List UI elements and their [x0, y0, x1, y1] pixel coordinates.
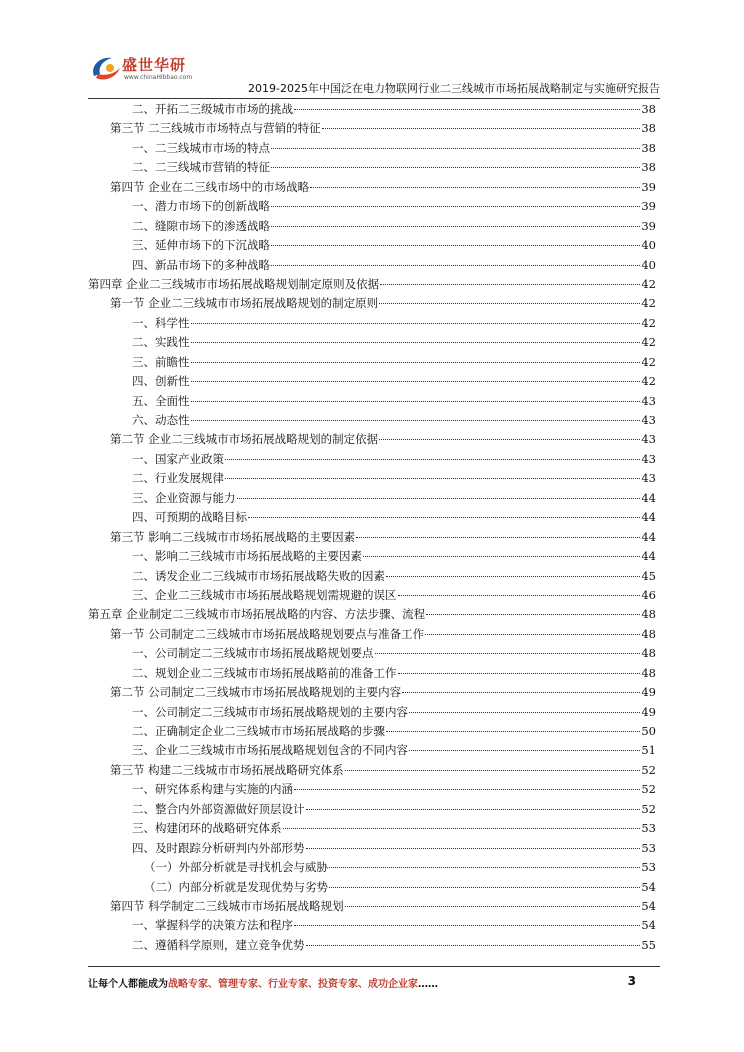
toc-entry-page: 43 — [641, 413, 656, 427]
toc-entry-title: 一、二三线城市市场的特点 — [132, 140, 270, 155]
toc-entry-page: 54 — [641, 898, 656, 913]
toc-dot-leader — [409, 712, 640, 713]
toc-entry-page: 38 — [641, 121, 656, 136]
toc-dot-leader — [329, 867, 640, 868]
toc-entry-title: 三、企业资源与能力 — [132, 490, 236, 505]
toc-entry[interactable] — [88, 508, 656, 527]
toc-entry[interactable] — [88, 294, 656, 313]
toc-entry-page: 48 — [641, 626, 656, 641]
toc-entry-page: 44 — [641, 510, 656, 525]
toc-entry[interactable] — [88, 664, 656, 683]
toc-entry-page: 39 — [641, 179, 656, 194]
logo-swoosh-icon — [90, 54, 122, 84]
toc-entry-page: 52 — [641, 801, 656, 816]
toc-entry[interactable] — [88, 256, 656, 275]
toc-dot-leader — [322, 128, 641, 129]
toc-entry[interactable] — [88, 644, 656, 663]
toc-entry-title: 二、遵循科学原则，建立竞争优势 — [132, 937, 305, 952]
toc-entry[interactable] — [88, 936, 656, 955]
toc-entry[interactable] — [88, 858, 656, 877]
toc-entry-title: 一、国家产业政策 — [132, 451, 224, 466]
toc-entry-title: 一、潜力市场下的创新战略 — [132, 199, 270, 214]
toc-dot-leader — [409, 750, 640, 751]
toc-dot-leader — [191, 401, 641, 402]
toc-dot-leader — [271, 245, 640, 246]
toc-entry-title: 第五章 企业制定二三线城市市场拓展战略的内容、方法步骤、流程 — [88, 607, 426, 622]
toc-entry-page: 38 — [641, 102, 656, 116]
toc-entry-title: 第三节 影响二三线城市市场拓展战略的主要因素 — [110, 529, 356, 544]
toc-entry-page: 38 — [641, 160, 656, 175]
page-header — [88, 48, 660, 96]
toc-entry[interactable] — [88, 236, 656, 255]
toc-dot-leader — [379, 303, 640, 304]
toc-entry[interactable] — [88, 314, 656, 333]
toc-entry-title: （二）内部分析就是发现优势与劣势 — [144, 879, 328, 894]
toc-entry-title: 三、企业二三线城市市场拓展战略规划包含的不同内容 — [132, 743, 408, 758]
toc-entry-title: 第一节 公司制定二三线城市市场拓展战略规划要点与准备工作 — [110, 626, 425, 641]
toc-entry-page: 49 — [641, 685, 656, 700]
toc-dot-leader — [363, 556, 640, 557]
toc-entry-page: 43 — [641, 451, 656, 466]
toc-dot-leader — [402, 692, 640, 693]
toc-entry-title: 第四节 科学制定二三线城市市场拓展战略规划 — [110, 898, 344, 913]
toc-entry[interactable] — [88, 547, 656, 566]
toc-dot-leader — [248, 517, 640, 518]
toc-dot-leader — [191, 381, 641, 382]
toc-entry-page: 48 — [641, 646, 656, 661]
toc-dot-leader — [380, 284, 640, 285]
toc-entry-title: 四、及时跟踪分析研判内外部形势 — [132, 840, 305, 855]
toc-entry-title: 三、企业二三线城市市场拓展战略规划需规避的误区 — [132, 587, 397, 602]
toc-dot-leader — [191, 420, 641, 421]
toc-entry-page: 42 — [641, 335, 656, 350]
toc-entry-title: （一）外部分析就是寻找机会与威胁 — [144, 860, 328, 875]
toc-entry-title: 一、公司制定二三线城市市场拓展战略规划的主要内容 — [132, 704, 408, 719]
toc-entry-title: 四、可预期的战略目标 — [132, 510, 247, 525]
toc-entry[interactable] — [88, 878, 656, 897]
toc-entry-title: 二、诱发企业二三线城市市场拓展战略失败的因素 — [132, 568, 385, 583]
toc-entry[interactable] — [88, 158, 656, 177]
toc-dot-leader — [225, 459, 640, 460]
toc-dot-leader — [386, 576, 640, 577]
toc-entry[interactable] — [88, 703, 656, 722]
toc-entry-page: 50 — [641, 724, 656, 738]
toc-entry-page: 42 — [641, 374, 656, 389]
toc-entry[interactable] — [88, 839, 656, 858]
toc-entry-title: 四、新品市场下的多种战略 — [132, 257, 270, 272]
toc-entry-title: 第一节 企业二三线城市市场拓展战略规划的制定原则 — [110, 296, 379, 311]
toc-dot-leader — [426, 614, 640, 615]
toc-entry-page: 43 — [641, 393, 656, 408]
toc-entry-page: 54 — [641, 879, 656, 894]
toc-entry-page: 39 — [641, 199, 656, 214]
toc-entry-title: 二、二三线城市营销的特征 — [132, 160, 270, 175]
toc-dot-leader — [191, 342, 641, 343]
toc-entry-page: 53 — [641, 821, 656, 836]
toc-entry-title: 三、前瞻性 — [132, 354, 190, 369]
toc-dot-leader — [310, 187, 640, 188]
toc-entry-title: 第三节 构建二三线城市市场拓展战略研究体系 — [110, 762, 344, 777]
toc-entry[interactable] — [88, 722, 656, 741]
toc-entry-title: 二、正确制定企业二三线城市市场拓展战略的步骤 — [132, 724, 385, 738]
toc-entry-page: 38 — [641, 140, 656, 155]
toc-entry-title: 第二节 公司制定二三线城市市场拓展战略规划的主要内容 — [110, 685, 402, 700]
toc-dot-leader — [398, 595, 641, 596]
toc-dot-leader — [271, 206, 640, 207]
toc-entry-page: 53 — [641, 860, 656, 875]
toc-entry-title: 一、科学性 — [132, 315, 190, 330]
toc-entry[interactable] — [88, 567, 656, 586]
toc-dot-leader — [271, 167, 640, 168]
toc-entry-page: 44 — [641, 529, 656, 544]
toc-entry[interactable] — [88, 275, 656, 294]
toc-entry-title: 二、实践性 — [132, 335, 190, 350]
toc-dot-leader — [271, 148, 640, 149]
document-title: 2019-2025年中国泛在电力物联网行业二三线城市市场拓展战略制定与实施研究报告 — [248, 82, 660, 95]
toc-entry-title: 一、研究体系构建与实施的内涵 — [132, 782, 293, 797]
toc-entry[interactable] — [88, 761, 656, 780]
toc-entry[interactable] — [88, 528, 656, 547]
toc-entry[interactable] — [88, 489, 656, 508]
toc-entry[interactable] — [88, 819, 656, 838]
toc-entry[interactable] — [88, 450, 656, 469]
toc-dot-leader — [329, 887, 640, 888]
toc-entry-title: 第三节 二三线城市市场特点与营销的特征 — [110, 121, 321, 136]
toc-entry[interactable] — [88, 430, 656, 449]
toc-entry[interactable] — [88, 333, 656, 352]
toc-entry-title: 一、影响二三线城市市场拓展战略的主要因素 — [132, 549, 362, 564]
toc-entry[interactable] — [88, 119, 656, 138]
toc-entry-page: 52 — [641, 762, 656, 777]
toc-entry[interactable] — [88, 916, 656, 935]
toc-entry-page: 39 — [641, 218, 656, 233]
toc-entry-title: 五、全面性 — [132, 393, 190, 408]
toc-entry[interactable] — [88, 100, 656, 119]
toc-entry[interactable] — [88, 586, 656, 605]
toc-entry-page: 52 — [641, 782, 656, 797]
toc-entry[interactable] — [88, 605, 656, 624]
toc-dot-leader — [375, 653, 641, 654]
toc-entry[interactable] — [88, 897, 656, 916]
toc-dot-leader — [225, 478, 640, 479]
toc-entry-page: 42 — [641, 354, 656, 369]
toc-entry-title: 六、动态性 — [132, 413, 190, 427]
toc-entry-title: 一、掌握科学的决策方法和程序 — [132, 918, 293, 933]
toc-dot-leader — [191, 362, 641, 363]
toc-entry-page: 53 — [641, 840, 656, 855]
toc-dot-leader — [425, 634, 640, 635]
toc-dot-leader — [294, 109, 640, 110]
toc-entry-title: 二、整合内外部资源做好顶层设计 — [132, 801, 305, 816]
logo-text: 盛世华研 — [122, 56, 187, 74]
toc-entry-page: 42 — [641, 276, 656, 291]
toc-entry[interactable] — [88, 372, 656, 391]
toc-entry-title: 三、延伸市场下的下沉战略 — [132, 238, 270, 253]
toc-entry-page: 51 — [641, 743, 656, 758]
toc-dot-leader — [271, 265, 640, 266]
company-logo — [88, 48, 208, 88]
toc-entry-page: 48 — [641, 665, 656, 680]
toc-dot-leader — [356, 537, 640, 538]
toc-dot-leader — [306, 809, 641, 810]
footer-prefix: 让每个人都能成为 — [88, 979, 168, 990]
toc-dot-leader — [345, 906, 641, 907]
toc-entry-page: 44 — [641, 549, 656, 564]
toc-entry-page: 55 — [641, 937, 656, 952]
toc-dot-leader — [345, 770, 641, 771]
toc-entry-page: 42 — [641, 296, 656, 311]
toc-entry[interactable] — [88, 683, 656, 702]
toc-entry-page: 40 — [641, 257, 656, 272]
toc-dot-leader — [398, 673, 641, 674]
toc-entry-title: 一、公司制定二三线城市市场拓展战略规划要点 — [132, 646, 374, 661]
toc-entry-page: 43 — [641, 432, 656, 447]
toc-entry-title: 第四节 企业在二三线市场中的市场战略 — [110, 179, 310, 194]
toc-entry[interactable] — [88, 392, 656, 411]
toc-entry[interactable] — [88, 353, 656, 372]
table-of-contents — [88, 100, 656, 955]
toc-dot-leader — [271, 226, 640, 227]
toc-entry[interactable] — [88, 800, 656, 819]
toc-entry[interactable] — [88, 625, 656, 644]
toc-entry[interactable] — [88, 217, 656, 236]
toc-entry-title: 第四章 企业二三线城市市场拓展战略规划制定原则及依据 — [88, 276, 380, 291]
toc-entry-title: 二、规划企业二三线城市市场拓展战略前的准备工作 — [132, 665, 397, 680]
logo-url: www.chinaHIbbao.com — [124, 74, 193, 81]
toc-entry[interactable] — [88, 780, 656, 799]
toc-entry-title: 二、行业发展规律 — [132, 471, 224, 486]
toc-entry[interactable] — [88, 469, 656, 488]
toc-dot-leader — [283, 828, 641, 829]
toc-entry-title: 三、构建闭环的战略研究体系 — [132, 821, 282, 836]
toc-dot-leader — [306, 945, 641, 946]
header-divider — [88, 98, 660, 99]
toc-entry[interactable] — [88, 139, 656, 158]
toc-entry-page: 45 — [641, 568, 656, 583]
toc-dot-leader — [294, 789, 640, 790]
toc-entry-title: 四、创新性 — [132, 374, 190, 389]
toc-entry-page: 54 — [641, 918, 656, 933]
toc-dot-leader — [237, 498, 641, 499]
toc-entry-page: 43 — [641, 471, 656, 486]
toc-entry-title: 二、缝隙市场下的渗透战略 — [132, 218, 270, 233]
toc-dot-leader — [386, 731, 640, 732]
toc-dot-leader — [306, 848, 641, 849]
toc-entry-page: 46 — [641, 587, 656, 602]
toc-dot-leader — [379, 439, 640, 440]
toc-entry[interactable] — [88, 178, 656, 197]
footer-highlight: 战略专家、管理专家、行业专家、投资专家、成功企业家 — [168, 979, 418, 990]
footer-slogan — [88, 975, 438, 990]
toc-entry[interactable] — [88, 741, 656, 760]
toc-entry-page: 40 — [641, 238, 656, 253]
toc-entry-page: 49 — [641, 704, 656, 719]
toc-entry-title: 第二节 企业二三线城市市场拓展战略规划的制定依据 — [110, 432, 379, 447]
toc-dot-leader — [191, 323, 641, 324]
toc-entry[interactable] — [88, 411, 656, 430]
toc-entry-page: 48 — [641, 607, 656, 622]
toc-entry-page: 44 — [641, 490, 656, 505]
footer-divider — [88, 966, 660, 967]
toc-entry[interactable] — [88, 197, 656, 216]
toc-dot-leader — [294, 925, 640, 926]
page-number: 3 — [627, 974, 636, 988]
footer-suffix: …… — [418, 979, 438, 990]
toc-entry-page: 42 — [641, 315, 656, 330]
toc-entry-title: 二、开拓二三级城市市场的挑战 — [132, 102, 293, 116]
